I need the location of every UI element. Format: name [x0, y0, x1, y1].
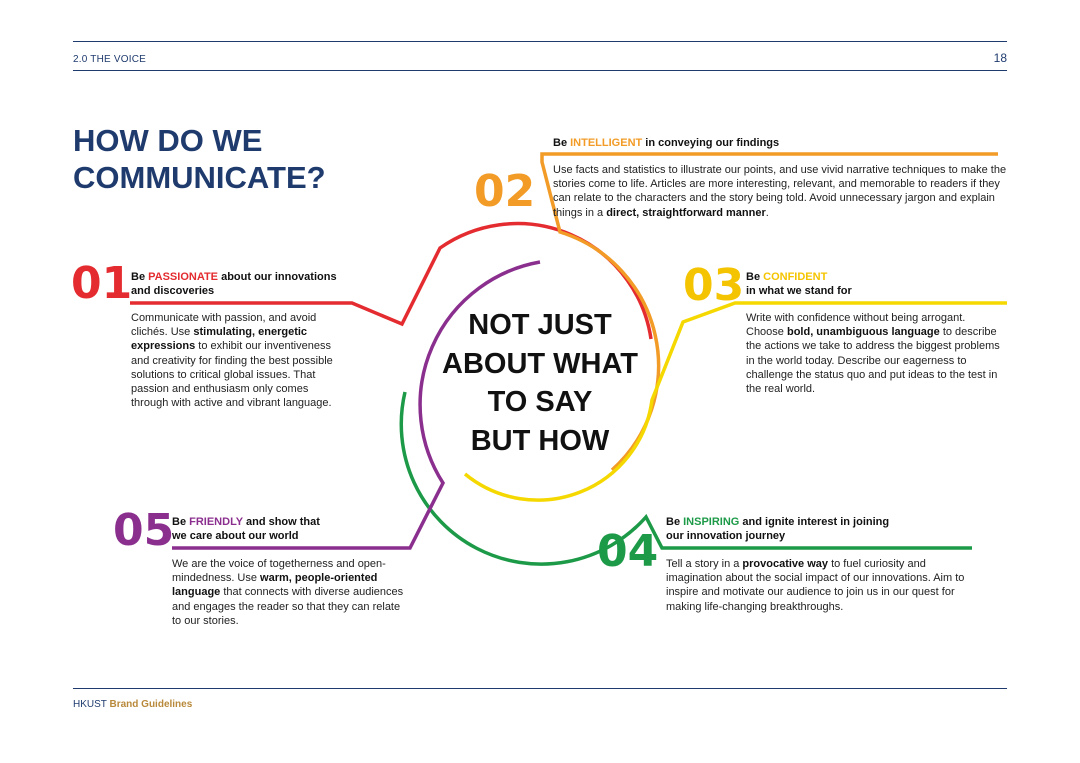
body-text: .	[765, 206, 769, 219]
body-text: Tell a story in a	[666, 558, 743, 570]
heading-suffix: and ignite interest in joining	[739, 516, 890, 528]
body-text: to describe the actions we take to address the biggest problems in the world today. Describe our eagerness to challenge the status quo and put ideas to the test in the real world.	[746, 326, 1000, 396]
center-line: NOT JUST	[468, 309, 612, 341]
item-number-04: 04	[597, 526, 659, 577]
heading-keyword: INSPIRING	[683, 516, 740, 528]
body-text: to fuel curiosity and imagination about the social impact of our innovations. Aim to inspire and motivate our audience to join us in our quest for making life-changing breakthroughs.	[666, 558, 965, 613]
footer-org: HKUST	[73, 699, 107, 710]
item-body-01	[131, 311, 343, 410]
item-number-02: 02	[474, 166, 536, 217]
heading-suffix: and show that	[242, 516, 320, 528]
item-heading-01	[131, 270, 391, 298]
body-text: Write with confidence without being arrogant. Choose	[746, 312, 966, 339]
item-number-03: 03	[683, 260, 745, 311]
heading-suffix: in conveying our findings	[642, 137, 780, 149]
item-number-01: 01	[71, 258, 133, 309]
heading-line2: in what we stand for	[746, 285, 852, 297]
section-label: 2.0 THE VOICE	[73, 54, 146, 65]
body-emphasis: stimulating, energetic expressions	[131, 326, 308, 353]
heading-keyword: FRIENDLY	[189, 516, 243, 528]
body-emphasis: direct, straightforward manner	[606, 206, 766, 219]
item-body-02	[553, 163, 1009, 220]
heading-keyword: INTELLIGENT	[570, 137, 643, 149]
center-line: BUT HOW	[470, 424, 610, 457]
heading-keyword: PASSIONATE	[148, 271, 219, 283]
item-heading-03	[746, 270, 986, 298]
page-title-line1: HOW DO WE	[73, 123, 263, 158]
body-emphasis: warm, people-oriented language	[172, 572, 378, 599]
heading-prefix: Be	[553, 137, 571, 149]
heading-line2: and discoveries	[131, 285, 215, 297]
item-body-04	[666, 557, 982, 614]
item-number-05: 05	[113, 505, 175, 556]
footer-doc: Brand Guidelines	[109, 699, 193, 710]
body-text: Communicate with passion, and avoid clichés. Use	[131, 312, 317, 339]
footer-rule	[73, 688, 1007, 689]
heading-prefix: Be	[131, 271, 149, 283]
body-emphasis: provocative way	[742, 558, 829, 570]
body-text: that connects with diverse audiences and engages the reader so that they can relate to our stories.	[172, 586, 404, 627]
body-text: to exhibit our inventiveness and creativity for finding the best possible solutions to critical global issues. That passion and enthusiasm only comes through with active and vibrant language.	[131, 340, 333, 410]
item-body-05	[172, 557, 412, 628]
center-statement	[420, 306, 660, 460]
body-emphasis: bold, unambiguous language	[786, 326, 940, 339]
item-heading-04	[666, 515, 966, 543]
item-heading-02	[553, 136, 953, 150]
heading-prefix: Be	[746, 271, 764, 283]
body-text: Use facts and statistics to illustrate our points, and use vivid narrative techniques to make the stories come to life. Articles are more interesting, relevant, and memorable to readers if they can relate to the characters and the story being told. Avoid unnecessary jargon and explain things in a	[553, 164, 1007, 219]
item-body-03	[746, 311, 1004, 396]
page-title-line2: COMMUNICATE?	[73, 160, 326, 195]
body-text: We are the voice of togetherness and open-mindedness. Use	[172, 558, 386, 585]
heading-prefix: Be	[666, 516, 684, 528]
center-line: ABOUT WHAT	[442, 347, 638, 380]
heading-keyword: CONFIDENT	[763, 271, 828, 283]
heading-prefix: Be	[172, 516, 190, 528]
heading-line2: our innovation journey	[666, 530, 786, 542]
footer-label	[73, 699, 192, 710]
item-heading-05	[172, 515, 412, 543]
heading-line2: we care about our world	[172, 530, 299, 542]
center-line: TO SAY	[487, 386, 593, 418]
page-number: 18	[993, 51, 1007, 65]
heading-suffix: about our innovations	[218, 271, 337, 283]
